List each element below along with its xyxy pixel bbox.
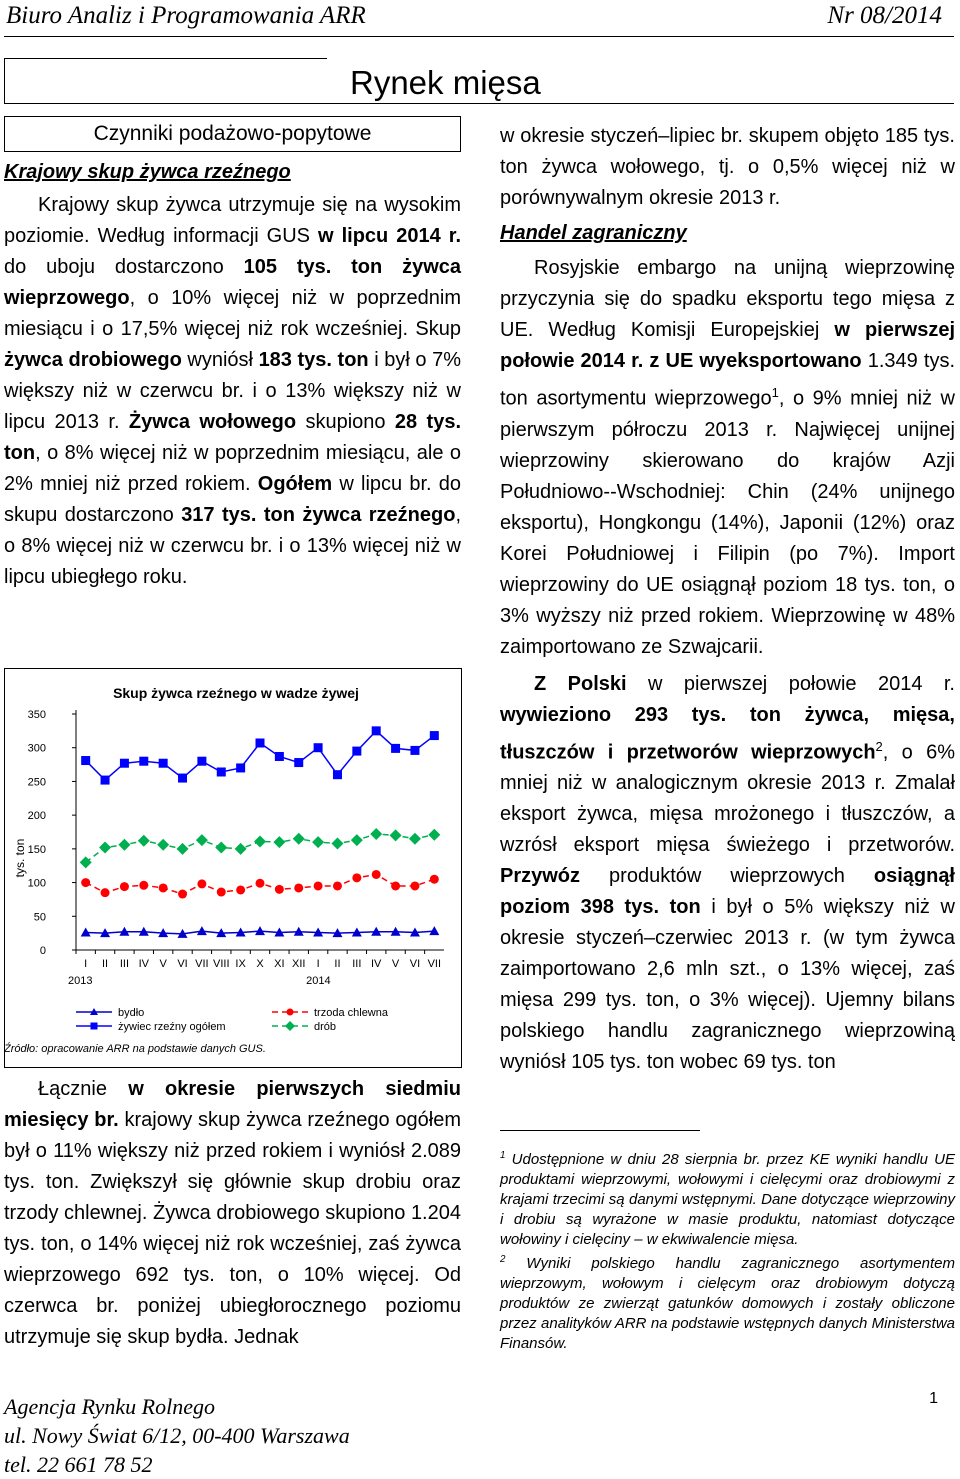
series-1-point	[370, 828, 382, 840]
footnote-ref: 2	[500, 1254, 506, 1265]
series-2-point	[120, 882, 129, 891]
x-tick-label: I	[316, 958, 320, 970]
x-tick-label: X	[256, 958, 264, 970]
series-2-point	[430, 875, 439, 884]
series-0-point	[120, 759, 129, 768]
chart-source: Źródło: opracowanie ARR na podstawie danych GUS.	[4, 1043, 266, 1055]
legend-label: bydło	[118, 1007, 145, 1019]
footnote-rule	[500, 1130, 700, 1131]
right-column	[500, 121, 955, 1078]
title-rule	[4, 103, 954, 104]
legend-marker	[285, 1021, 295, 1031]
series-0-point	[391, 744, 400, 753]
series-1-point	[351, 834, 363, 846]
legend-label: trzoda chlewna	[314, 1007, 388, 1019]
text-run: 105 tys. ton żywca wieprzowego	[4, 256, 461, 309]
text-run: , o 6% mniej niż w analogicznym okresie 2013 r. Zmalał eksport żywca, mięsa mrożonego i tłuszczów, a wzrósł eksport mięsa świeżego i przetworów.	[500, 741, 955, 857]
page-title: Rynek mięsa	[350, 64, 541, 101]
series-0-point	[333, 770, 342, 779]
x-tick-label: VIII	[213, 958, 230, 970]
series-2-point	[314, 881, 323, 890]
purchase-chart	[4, 668, 462, 1068]
text-run: i był o 5% większy niż w okresie styczeń–czerwiec 2013 r. (w tym żywca zaimportowano 2,6 mln szt., o 13% więcej, zaś mięsa 299 tys. ton, o 3% więcej). Ujemny bilans polskiego handlu zagranicznego wieprzowiną wyniósł 105 tys. ton wobec 69 tys. ton	[500, 896, 955, 1074]
series-2-point	[81, 878, 90, 887]
series-1-point	[293, 833, 305, 845]
text-run: w lipcu 2014 r.	[318, 225, 461, 247]
series-0-point	[139, 757, 148, 766]
series-1-point	[273, 836, 285, 848]
text-run: 1.349 tys. ton asortymentu wieprzowego	[500, 350, 955, 410]
chart-ylabel: tys. ton	[13, 838, 27, 878]
series-1-point	[254, 835, 266, 847]
footnote-ref: 1	[771, 385, 779, 400]
series-0-point	[101, 776, 110, 785]
paragraph-domestic	[4, 190, 461, 593]
series-2-point	[256, 879, 265, 888]
text-run: Ogółem	[257, 473, 333, 495]
series-1-point	[196, 834, 208, 846]
text-run: w pierwszej połowie 2014 r.	[626, 672, 955, 695]
series-1-point	[157, 839, 169, 851]
legend-marker	[287, 1009, 294, 1016]
series-1-point	[390, 829, 402, 841]
x-tick-label: IX	[235, 958, 246, 970]
series-3-point	[197, 926, 207, 935]
y-tick-label: 350	[27, 709, 46, 721]
series-2-point	[159, 883, 168, 892]
paragraph-eu-trade	[500, 253, 955, 663]
footer-address: ul. Nowy Świat 6/12, 00-400 Warszawa	[4, 1423, 350, 1448]
header-rule	[4, 36, 954, 37]
y-tick-label: 100	[27, 877, 46, 890]
text-run: Krajowy skup żywca utrzymuje się na wysokim poziomie. Według informacji GUS	[4, 194, 461, 247]
y-tick-label: 300	[27, 742, 46, 755]
text-run: Rosyjskie embargo na unijną wieprzowinę przyczynia się do spadku eksportu tego mięsa z UE. Według Komisji Europejskiej	[500, 257, 955, 341]
series-0-point	[256, 738, 265, 747]
text-run: wywieziono 293 tys. ton żywca, mięsa, tłuszczów i przetworów wieprzowych	[500, 703, 955, 764]
series-2-point	[101, 888, 110, 897]
series-2-point	[294, 883, 303, 892]
series-2-point	[139, 881, 148, 890]
y-tick-label: 50	[33, 911, 46, 924]
x-tick-label: II	[334, 958, 341, 970]
x-tick-label: VI	[177, 958, 188, 970]
series-1-point	[215, 842, 227, 854]
text-run: 28 tys. ton	[4, 411, 461, 464]
series-2-point	[236, 885, 245, 894]
x-tick-label: I	[84, 958, 88, 970]
text-run: , o 8% więcej niż w czerwcu br. i o 13% więcej niż w lipcu ubiegłego roku.	[4, 504, 461, 588]
page-number: 1	[929, 1390, 938, 1407]
series-2-point	[197, 879, 206, 888]
series-1-point	[99, 842, 111, 854]
series-1-point	[409, 833, 421, 845]
series-0-point	[159, 759, 168, 768]
header-left: Biuro Analiz i Programowania ARR	[6, 2, 366, 29]
legend-label: żywiec rzeźny ogółem	[118, 1021, 226, 1033]
decorative-frame	[4, 58, 327, 103]
year-label-2014: 2014	[306, 975, 331, 987]
text-run: Wyniki polskiego handlu zagranicznego asortymentem wieprzowym, wołowym i cielęcym oraz drobiowym dotyczą produktów ze zwierząt gatunków domowych i zostały obliczone przez analityków ARR na podstawie wstępnych danych Ministerstwa Finansów.	[500, 1255, 955, 1352]
paragraph-poland-trade	[500, 669, 955, 1079]
text-run: w lipcu br. do skupu dostarczono	[4, 473, 461, 526]
series-2-point	[391, 881, 400, 890]
x-tick-label: XII	[292, 958, 306, 970]
series-2-point	[352, 873, 361, 882]
series-1-point	[138, 835, 150, 847]
series-0-point	[197, 757, 206, 766]
text-run: Przywóz	[500, 865, 581, 888]
series-0-point	[314, 743, 323, 752]
left-column-bottom	[4, 1074, 461, 1353]
x-tick-label: IV	[138, 958, 149, 970]
year-label-2013: 2013	[68, 975, 93, 987]
y-tick-label: 200	[27, 810, 46, 823]
text-run: skupiono	[296, 411, 395, 433]
text-run: , o 10% więcej niż w poprzednim miesiącu i o 17,5% więcej niż rok wcześniej. Skup	[4, 287, 461, 340]
series-1-point	[177, 843, 189, 855]
series-2-point	[333, 881, 342, 890]
series-0-point	[294, 758, 303, 767]
text-run: , o 9% mniej niż w pierwszym półroczu 2013 r. Najwięcej unijnej wieprzowiny skierowano do krajów Azji Południowo--Wschodniej: Chin (24% unijnego eksportu), Hongkongu (14%), Japonii (12%) oraz Korei Południowej i Filipin (po 7%). Import wieprzowiny do UE osiągnął poziom 18 tys. ton, o 3% wyższy niż przed rokiem. Wieprzowinę w 48% zaimportowano ze Szwajcarii.	[500, 387, 955, 658]
series-0-point	[275, 752, 284, 761]
footer-phone: tel. 22 661 78 52	[4, 1452, 153, 1477]
text-run: i był o 7% większy niż w czerwcu br. i o 13% większy niż w lipcu 2013 r.	[4, 349, 461, 433]
text-run: Z Polski	[534, 672, 627, 695]
chart-title: Skup żywca rzeźnego w wadze żywej	[113, 685, 359, 701]
series-2-point	[410, 881, 419, 890]
series-2-point	[372, 870, 381, 879]
series-1-point	[235, 843, 247, 855]
series-0-point	[217, 767, 226, 776]
series-0-point	[430, 731, 439, 740]
x-tick-label: II	[101, 958, 109, 970]
x-tick-label: VII	[427, 958, 442, 970]
series-1-point	[80, 856, 92, 868]
footnote-ref: 2	[875, 738, 883, 754]
chart-frame	[5, 669, 462, 1068]
text-run: do uboju dostarczono	[4, 256, 244, 278]
text-run: w okresie pierwszych siedmiu miesięcy br.	[4, 1078, 461, 1131]
text-run: 317 tys. ton żywca rzeźnego	[181, 504, 456, 526]
section-title: Czynniki podażowo-popytowe	[4, 116, 461, 152]
paragraph-summary	[4, 1074, 461, 1353]
subhead-domestic: Krajowy skup żywca rzeźnego	[4, 161, 291, 183]
x-tick-label: V	[391, 958, 400, 970]
series-0-point	[178, 774, 187, 783]
series-2-point	[275, 885, 284, 894]
footnote-1	[500, 1146, 955, 1250]
text-run: , o 8% więcej niż w poprzednim miesiącu, ale o 2% mniej niż przed rokiem.	[4, 442, 461, 495]
series-1-point	[118, 839, 130, 851]
footer-agency: Agencja Rynku Rolnego	[4, 1394, 215, 1419]
footnotes	[500, 1146, 955, 1354]
y-tick-label: 250	[27, 776, 46, 789]
series-line-0	[86, 731, 435, 780]
legend-marker	[91, 1023, 98, 1030]
text-run: 183 tys. ton	[258, 349, 369, 371]
text-run: w pierwszej połowie 2014 r. z UE wyeksportowano	[500, 319, 955, 372]
series-0-point	[372, 726, 381, 735]
series-1-point	[331, 837, 343, 849]
paragraph-beef: w okresie styczeń–lipiec br. skupem objęto 185 tys. ton żywca wołowego, tj. o 0,5% więcej niż w porównywalnym okresie 2013 r.	[500, 125, 955, 209]
footnote-ref: 1	[500, 1150, 506, 1161]
series-1-point	[312, 836, 324, 848]
text-run: Udostępnione w dniu 28 sierpnia br. przez KE wyniki handlu UE produktami wieprzowymi, wołowymi i cielęcymi oraz drobiowymi z krajami trzecimi są danymi wstępnymi. Dane dotyczące wieprzowiny i drobiu są wyrażone w masie produktu, natomiast dotyczące wołowiny i cielęciny – w ekwiwalencie mięsa.	[500, 1151, 955, 1248]
series-0-point	[236, 763, 245, 772]
series-0-point	[352, 747, 361, 756]
x-tick-label: XI	[274, 958, 285, 970]
y-tick-label: 150	[27, 843, 46, 856]
footnote-2	[500, 1250, 955, 1354]
left-column-top	[4, 157, 461, 593]
x-tick-label: VII	[195, 958, 209, 970]
x-tick-label: III	[119, 958, 130, 970]
x-tick-label: III	[352, 958, 362, 970]
y-tick-label: 0	[39, 945, 46, 957]
series-0-point	[410, 746, 419, 755]
text-run: Żywca wołowego	[128, 411, 297, 433]
text-run: wyniósł	[181, 349, 259, 371]
series-0-point	[81, 756, 90, 765]
x-tick-label: V	[159, 958, 167, 970]
text-run: produktów wieprzowych	[580, 865, 874, 888]
text-run: Łącznie	[38, 1078, 129, 1100]
text-run: żywca drobiowego	[4, 349, 182, 371]
text-run: krajowy skup żywca rzeźnego ogółem był o 11% większy niż przed rokiem i wyniósł 2.089 tys. ton. Zwiększył się głównie skup drobiu oraz trzody chlewnej. Żywca drobiowego skupiono 1.204 tys. ton, o 14% więcej niż rok wcześniej, zaś żywca wieprzowego 692 tys. ton, o 10% więcej. Od czerwca br. poniżej ubiegłorocznego poziomu utrzymuje się skup bydła. Jednak	[4, 1109, 461, 1348]
subhead-trade: Handel zagraniczny	[500, 222, 687, 244]
series-1-point	[428, 829, 440, 841]
legend-label: drób	[314, 1021, 337, 1033]
header-right: Nr 08/2014	[827, 2, 942, 29]
x-tick-label: VI	[409, 958, 421, 970]
text-run: osiągnął poziom 398 tys. ton	[500, 865, 955, 919]
series-2-point	[178, 890, 187, 899]
series-2-point	[217, 888, 226, 897]
footer	[4, 1392, 350, 1479]
x-tick-label: IV	[371, 958, 382, 970]
